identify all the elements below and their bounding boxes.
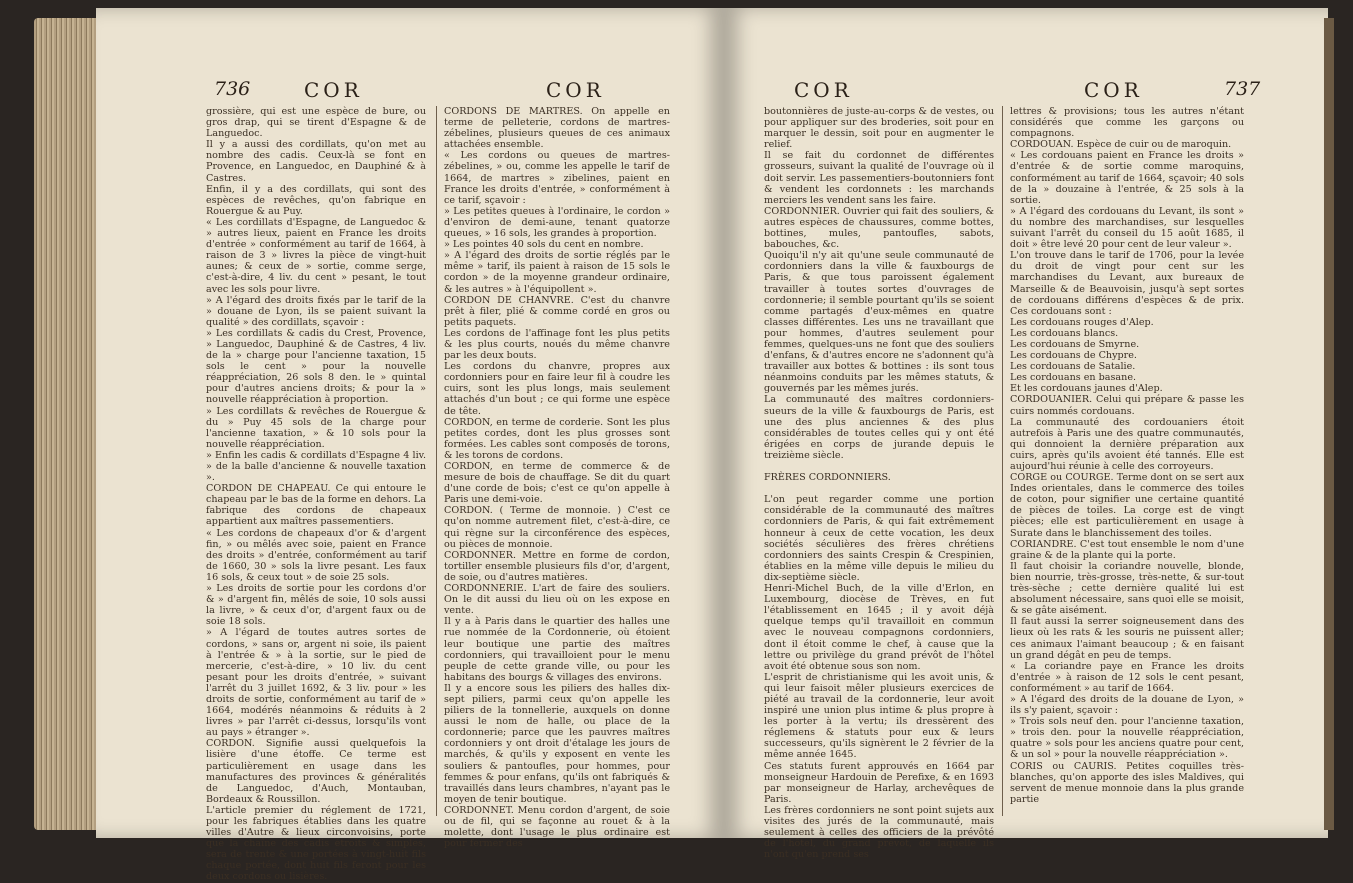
running-head: COR [304,78,363,102]
column-rule [1002,106,1003,816]
text-column-left: grossière, qui est une espèce de bure, ou gros drap, qui se tirent d'Espagne & de Languedoc. Il y a aussi des cordillats, qu'on met au nombre des cadis. Ceux-là se font en Provence, en Languedoc, en Dauphiné & à Castres. Enfin, il y a des cordillats, qui sont des espèces de revêches, qu'on fabrique en Rouergue & au Puy. « Les cordillats d'Espagne, de Languedoc & » autres lieux, paient en France les droits d'entrée » conformément au tarif de 1664, à raison de 3 » livres la pièce de vingt-huit aunes; & ceux de » sortie, comme serge, c'est-à-dire, 4 liv. du cent » pesant, le tout avec les sols pour livre. » A l'égard des droits fixés par le tarif de la » douane de Lyon, ils se paient suivant la qualité » des cordillats, sçavoir : » Les cordillats & cadis du Crest, Provence, » Languedoc, Dauphiné & de Castres, 4 liv. de la » charge pour l'ancienne taxation, 15 sols le cent » pour la nouvelle réappréciation, 26 sols 8 den. le » quintal pour d'autres anciens droits; & pour la » nouvelle réappréciation à proportion. » Les cordillats & revêches de Rouergue & du » Puy 45 sols de la charge pour l'ancienne taxation, » & 10 sols pour la nouvelle réappréciation. » Enfin les cadis & cordillats d'Espagne 4 liv. » de la balle d'ancienne & nouvelle taxation ». CORDON DE CHAPEAU. Ce qui entoure le chapeau par le bas de la forme en dehors. La fabrique des cordons de chapeaux appartient aux maîtres passementiers. « Les cordons de chapeaux d'or & d'argent fin, » ou mêlés avec soie, paient en France des droits » d'entrée, conformément au tarif de 1660, 30 » sols la livre pesant. Les faux 16 sols, & ceux tout » de soie 25 sols. » Les droits de sortie pour les cordons d'or & » d'argent fin, mêlés de soie, 10 sols aussi la livre, » & ceux d'or, d'argent faux ou de soie 18 sols. » A l'égard de toutes autres sortes de cordons, » sans or, argent ni soie, ils paient à l'entrée & » à la sortie, sur le pied de mercerie, c'est-à-dire, » 10 liv. du cent pesant pour les droits d'entrée, » suivant l'arrêt du 3 juillet 1692, & 3 liv. pour » les droits de sortie, conformément au tarif de » 1664, modérés néanmoins & réduits à 2 livres » par l'arrêt ci-dessus, lorsqu'ils vont au pays » étranger ». CORDON. Signifie aussi quelquefois la lisière d'une étoffe. Ce terme est particulièrement en usage dans les manufactures des provinces & généralités de Languedoc, d'Auch, Montauban, Bordeaux & Roussillon. L'article premier du réglement de 1721, pour les fabriques établies dans les quatre villes d'Autre & lieux circonvoisins, porte que la chaîne des cadis étroits & simples, sera de trente & une portées à vingt-huit fils chaque portée, dont huit fils feront pour les deux cordons ou lisières. [206,106,426,883]
running-head: COR [1084,78,1143,102]
page-number: 736 [214,78,251,100]
running-head: COR [794,78,853,102]
open-book [34,8,1334,883]
left-page [96,8,724,883]
text-column-right: CORDONS DE MARTRES. On appelle en terme de pelleterie, cordons de martres-zébelines, plusieurs queues de ces animaux attachées ensemble. « Les cordons ou queues de martres-zébelines, » ou, comme les appelle le tarif de 1664, de martres » zibelines, paient en France les droits d'entrée, » conformément à ce tarif, sçavoir : » Les petites queues à l'ordinaire, le cordon » d'environ de demi-aune, tenant quatorze queues, » 16 sols, les grandes à proportion. » Les pointes 40 sols du cent en nombre. » A l'égard des droits de sortie réglés par le même » tarif, ils paient à raison de 15 sols le cordon » de la moyenne grandeur ordinaire, & les autres » à l'équipollent ». CORDON DE CHANVRE. C'est du chanvre prêt à filer, plié & comme cordé en gros ou petits paquets. Les cordons de l'affinage font les plus petits & les plus courts, noués du même chanvre par les deux bouts. Les cordons du chanvre, propres aux cordonniers pour en faire leur fil à coudre les cuirs, sont les plus longs, mais seulement attachés d'un bout ; ce qui forme une espèce de tête. CORDON, en terme de corderie. Sont les plus petites cordes, dont les plus grosses sont formées. Les cables sont composés de torons, & les torons de cordons. CORDON, en terme de commerce & de mesure de bois de chauffage. Se dit du quart d'une corde de bois; c'est ce qu'on appelle à Paris une demi-voie. CORDON. ( Terme de monnoie. ) C'est ce qu'on nomme autrement filet, c'est-à-dire, ce qui règne sur la circonférence des espèces, ou pièces de monnoie. CORDONNER. Mettre en forme de cordon, tortiller ensemble plusieurs fils d'or, d'argent, de soie, ou d'autres matières. CORDONNERIE. L'art de faire des souliers. On le dit aussi du lieu où on les expose en vente. Il y a à Paris dans le quartier des halles une rue nommée de la Cordonnerie, où étoient leur boutique une partie des maîtres cordonniers, qui travailloient pour le menu peuple de cette grande ville, ou pour les habitans des bourgs & villages des environs. Il y a encore sous les piliers des halles dix-sept piliers, parmi ceux qu'on appelle les piliers de la tonnellerie, auxquels on donne aussi le nom de halle, ou place de la cordonnerie; parce que les pauvres maîtres cordonniers y ont droit d'étalage les jours de marchés, & qu'ils y exposent en vente les souliers & pantoufles, pour hommes, pour femmes & pour enfans, qu'ils ont fabriqués & travaillés dans leurs chambres, n'ayant pas le moyen de tenir boutique. CORDONNET. Menu cordon d'argent, de soie ou de fil, qui se façonne au rouet & à la molette, dont l'usage le plus ordinaire est pour fermer des [444,106,670,850]
right-page-header [724,78,1328,108]
text-column-right: lettres & provisions; tous les autres n'étant considérés que comme les garçons ou compagnons. CORDOUAN. Espèce de cuir ou de maroquin. « Les cordouans paient en France les droits » d'entrée & de sortie comme maroquins, conformément au tarif de 1664, sçavoir; 40 sols de la » douzaine à l'entrée, & 25 sols à la sortie. » A l'égard des cordouans du Levant, ils sont » du nombre des marchandises, sur lesquelles suivant l'arrêt du conseil du 15 août 1685, il doit » être levé 20 pour cent de leur valeur ». L'on trouve dans le tarif de 1706, pour la levée du droit de vingt pour cent sur les marchandises du Levant, aux bureaux de Marseille & de Beauvoisin, jusqu'à sept sortes de cordouans différens d'espèces & de prix. Ces cordouans sont : Les cordouans rouges d'Alep. Les cordouans blancs. Les cordouans de Smyrne. Les cordouans de Chypre. Les cordouans de Satalie. Les cordouans en basane. Et les cordouans jaunes d'Alep. CORDOUANIER. Celui qui prépare & passe les cuirs nommés cordouans. La communauté des cordouaniers étoit autrefois à Paris une des quatre communautés, qui donnoient la dernière préparation aux cuirs, après qu'ils avoient été tannés. Elle est aujourd'hui réunie à celle des corroyeurs. CORGE ou COURGE. Terme dont on se sert aux Indes orientales, dans le commerce des toiles de coton, pour signifier une certaine quantité de pièces de toiles. La corge est de vingt pièces; elle est particulièrement en usage à Surate dans le blanchissement des toiles. CORIANDRE. C'est tout ensemble le nom d'une graine & de la plante qui la porte. Il faut choisir la coriandre nouvelle, blonde, bien nourrie, très-grosse, très-nette, & sur-tout très-sèche ; cette dernière qualité lui est absolument nécessaire, sans quoi elle se moisit, & se gâte aisément. Il faut aussi la serrer soigneusement dans des lieux où les rats & les souris ne puissent aller; ces animaux l'aimant beaucoup ; & en faisant un grand dégât en peu de temps. « La coriandre paye en France les droits d'entrée » à raison de 12 sols le cent pesant, conformément » au tarif de 1664. » A l'égard des droits de la douane de Lyon, » ils s'y paient, sçavoir : » Trois sols neuf den. pour l'ancienne taxation, » trois den. pour la nouvelle réappréciation, quatre » sols pour les anciens quatre pour cent, & un sol » pour la nouvelle réappréciation ». CORIS ou CAURIS. Petites coquilles très-blanches, qu'on apporte des isles Maldives, qui servent de menue monnoie dans la plus grande partie [1010,106,1244,805]
column-rule [436,106,437,816]
page-number: 737 [1224,78,1261,100]
right-page [724,8,1328,861]
book-cover-edge [1324,18,1334,830]
left-page-header [96,78,724,108]
book-page-edges [34,18,98,830]
text-column-left: boutonnières de juste-au-corps & de vestes, ou pour appliquer sur des broderies, soit pour en marquer le dessin, soit pour en augmenter le relief. Il se fait du cordonnet de différentes grosseurs, suivant la qualité de l'ouvrage où il doit servir. Les passementiers-boutonniers font & vendent les cordonnets : les marchands merciers les vendent sans les faire. CORDONNIER. Ouvrier qui fait des souliers, & autres espèces de chaussures, comme bottes, bottines, mules, pantoufles, sabots, babouches, &c. Quoiqu'il n'y ait qu'une seule communauté de cordonniers dans la ville & fauxbourgs de Paris, & que tous paroissent également travailler à toutes sortes d'ouvrages de cordonnerie; il semble pourtant qu'ils se soient comme partagés d'eux-mêmes en quatre classes différentes. Les uns ne travaillant que pour hommes, d'autres seulement pour femmes, quelques-uns ne font que des souliers d'enfans, & d'autres encore ne s'adonnent qu'à travailler aux bottes & bottines : ils sont tous néanmoins conduits par les mêmes statuts, & gouvernés par les mêmes jurés. La communauté des maîtres cordonniers-sueurs de la ville & fauxbourgs de Paris, est une des plus anciennes & des plus considérables de toutes celles qui y ont été érigées en corps de jurande depuis le treizième siècle. FRÈRES CORDONNIERS. L'on peut regarder comme une portion considérable de la communauté des maîtres cordonniers de Paris, & qui fait extrêmement honneur à ceux de cette vocation, les deux sociétés séculières des frères chrétiens cordonniers des saints Crespin & Crespinien, établies en la même ville depuis le milieu du dix-septième siècle. Henri-Michel Buch, de la ville d'Erlon, en Luxembourg, diocèse de Trèves, en fut l'établissement en 1645 ; il y avoit déjà quelque temps qu'il travailloit en commun avec le nouveau compagnons cordonniers, dont il étoit comme le chef, à cause que la lettre ou privilège du grand prévôt de l'hôtel avoit été obtenue sous son nom. L'esprit de christianisme qui les avoit unis, & qui leur faisoit mêler plusieurs exercices de piété au travail de la cordonnerie, leur avoit inspiré une union plus intime & plus propre à les porter à la vertu; ils dressèrent des réglemens & statuts pour eux & leurs successeurs, qu'ils signèrent le 2 février de la même année 1645. Ces statuts furent approuvés en 1664 par monseigneur Hardouin de Perefixe, & en 1693 par monseigneur de Harlay, archevêques de Paris. Les frères cordonniers ne sont point sujets aux visites des jurés de la communauté, mais seulement à celles des officiers de la prévôté de l'hôtel, du grand prévôt, de laquelle ils n'ont qu'en prend ses [764,106,994,861]
running-head: COR [546,78,605,102]
